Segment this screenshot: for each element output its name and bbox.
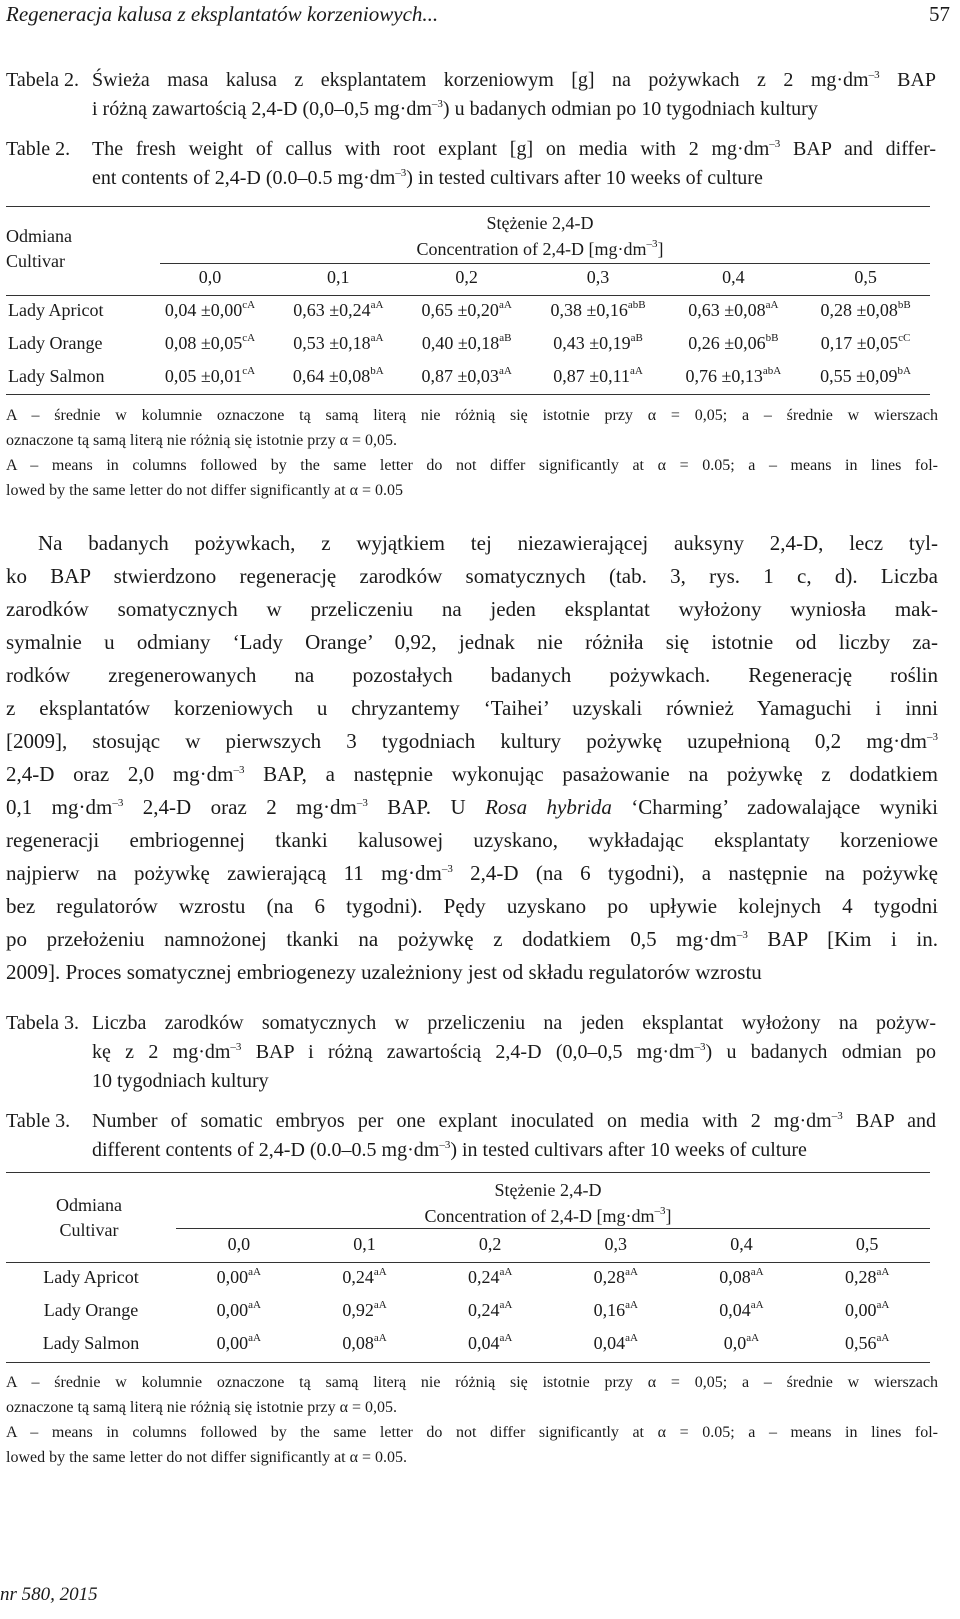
- cultivar-name: Lady Orange: [43, 1300, 139, 1320]
- table-cell: $0,87 \pm 0,03^{aA}$: [421, 365, 512, 386]
- conc-col: 0,3: [586, 267, 610, 287]
- conc-col: 0,5: [855, 1234, 879, 1254]
- table2-cultivar-head: Odmiana Cultivar: [6, 226, 72, 271]
- table3-label-pl: Tabela 3.: [6, 1012, 80, 1034]
- conc-col: 0,0: [198, 267, 222, 287]
- table-cell: $0,53 \pm 0,18^{aA}$: [293, 332, 384, 353]
- table-cell: $0,04^{aA}$: [467, 1332, 513, 1353]
- conc-col: 0,4: [730, 1234, 753, 1254]
- table2-caption-pl: Tabela 2. Świeża masa kalusa z eksplantatem korzeniowym [g] na pożywkach z 2 $mg\cdot dm^{-3}$ BAP i różną zawartością 2,4-D (0,0–0,5 $mg\cdot dm^{-3}$) u badanych odmian po 10 tygodniach kultury: [6, 66, 936, 124]
- table-cell: $0,64 \pm 0,08^{bA}$: [292, 365, 384, 386]
- body-paragraph: Na badanych pożywkach, z wyjątkiem tej niezawierającej auksyny 2,4-D, lecz tyl- ko BAP stwierdzono regenerację zarodków somatycznych (tab. 3, rys. 1 c, d). Liczba zarodków somatycznych w przeliczeniu na jeden eksplantat wyłożony wyniosła mak- symalnie u odmiany ‘Lady Orange’ 0,92, jednak nie różniła się istotnie od liczby za- rodków zregenerowanych na pozostałych badanych pożywkach. Regenerację roślin z eksplantatów korzeniowych u chryzantemy ‘Taihei’ uzyskali również Yamaguchi i inni [2009], stosując w pierwszych 3 tygodniach kultury pożywkę uzupełnioną 0,2 $mg\cdot dm^{-3}$ 2,4-D oraz 2,0 $mg\cdot dm^{-3}$ BAP, a następnie wykonując pasażowanie na pożywkę z dodatkiem 0,1 $mg\cdot dm^{-3}$ 2,4-D oraz 2 $mg\cdot dm^{-3}$ BAP. U Rosa hybrida ‘Charming’ zadowalające wyniki regeneracji embriogennej tkanki kalusowej uzyskano, wykładając eksplantaty korzeniowe najpierw na pożywkę zawierającą 11 $mg\cdot dm^{-3}$ 2,4-D (na 6 tygodni), a następnie na pożywkę bez regulatorów wzrostu (na 6 tygodni). Pędy uzyskano po upływie kolejnych 4 tygodni po przełożeniu namnożonej tkanki na pożywkę z dodatkiem 0,5 $mg\cdot dm^{-3}$ BAP [Kim i in. 2009]. Proces somatycznej embriogenezy uzależniony jest od składu regulatorów wzrostu: [6, 531, 938, 984]
- conc-col: 0,1: [327, 267, 350, 287]
- table-cell: $0,24^{aA}$: [342, 1266, 387, 1287]
- issue-footer: nr 580, 2015: [0, 1584, 98, 1605]
- table-cell: $0,04 \pm 0,00^{cA}$: [164, 299, 256, 320]
- table3-cultivar-head: Odmiana Cultivar: [56, 1195, 122, 1240]
- table3-caption-pl: Tabela 3. Liczba zarodków somatycznych w przeliczeniu na jeden eksplantat wyłożony na pożyw- kę z 2 $mg\cdot dm^{-3}$ BAP i różną zawartością 2,4-D (0,0–0,5 $mg\cdot dm^{-3}$) u badanych odmian po 10 tygodniach kultury: [6, 1009, 936, 1096]
- cultivar-name: Lady Orange: [8, 333, 103, 353]
- conc-col: 0,3: [604, 1234, 628, 1254]
- table-cell: $0,17 \pm 0,05^{cC}$: [820, 332, 911, 353]
- table-cell: $0,00^{aA}$: [216, 1266, 261, 1287]
- table-cell: $0,24^{aA}$: [467, 1266, 513, 1287]
- table-cell: $0,00^{aA}$: [216, 1299, 261, 1320]
- table3-mid-rule: [6, 1262, 930, 1263]
- table-cell: $0,08^{aA}$: [719, 1266, 764, 1287]
- table-cell: $0,43 \pm 0,19^{aB}$: [553, 332, 643, 353]
- table3-top-rule: [6, 1172, 930, 1173]
- table-cell: $0,00^{aA}$: [844, 1299, 890, 1320]
- table-cell: $0,04^{aA}$: [593, 1332, 638, 1353]
- table2-mid-rule: [6, 295, 930, 296]
- table2-concentration-head: Stężenie 2,4-D Concentration of 2,4-D $[mg\cdot dm^{-3}]$: [416, 213, 664, 259]
- table-cell: $0,08 \pm 0,05^{cA}$: [164, 332, 256, 353]
- table-row: [6, 360, 930, 393]
- table-cell: $0,00^{aA}$: [216, 1332, 261, 1353]
- conc-col: 0,5: [854, 267, 877, 287]
- table3-header-row: [6, 1228, 930, 1261]
- table2: [6, 261, 930, 393]
- table-cell: $0,87 \pm 0,11^{aA}$: [553, 365, 643, 386]
- conc-col: 0,0: [227, 1234, 251, 1254]
- table2-caption-en: Table 2. The fresh weight of callus with root explant [g] on media with 2 $mg\cdot dm^{-3}$ BAP and differ- ent contents of 2,4-D (0.0–0.5 $mg\cdot dm^{-3}$) in tested cultivars after 10 weeks of culture: [6, 135, 936, 193]
- table-row: [6, 1327, 930, 1360]
- table3-label-en: Table 3.: [6, 1110, 71, 1132]
- table-cell: $0,05 \pm 0,01^{cA}$: [164, 365, 256, 386]
- running-title: Regeneracja kalusa z eksplantatów korzeniowych...: [6, 2, 439, 26]
- table-cell: $0,28^{aA}$: [844, 1266, 890, 1287]
- table-cell: $0,24^{aA}$: [467, 1299, 513, 1320]
- table2-notes: A – średnie w kolumnie oznaczone tą samą literą nie różnią się istotnie przy α = 0,05; a – średnie w wierszach oznaczone tą samą literą nie różnią się istotnie przy α = 0,05. A – means in columns followed by the same letter do not differ significantly at α = 0.05; a – means in lines fol- lowed by the same letter do not differ significantly at α = 0.05: [6, 407, 938, 499]
- table-cell: $0,28^{aA}$: [593, 1266, 638, 1287]
- cultivar-name: Lady Apricot: [43, 1267, 139, 1287]
- conc-col: 0,1: [353, 1234, 376, 1254]
- table-cell: $0,40 \pm 0,18^{aB}$: [421, 332, 512, 353]
- table-cell: $0,55 \pm 0,09^{bA}$: [820, 365, 911, 386]
- table3-notes: A – średnie w kolumnie oznaczone tą samą literą nie różnią się istotnie przy α = 0,05; a – średnie w wierszach oznaczone tą samą literą nie różnią się istotnie przy α = 0,05. A – means in columns followed by the same letter do not differ significantly at α = 0.05; a – means in lines fol- lowed by the same letter do not differ significantly at α = 0.05.: [6, 1374, 938, 1466]
- table-row: [6, 1294, 930, 1327]
- table-cell: $0,38 \pm 0,16^{abB}$: [550, 299, 646, 320]
- table-cell: $0,04^{aA}$: [719, 1299, 764, 1320]
- table3-bottom-rule: [6, 1362, 930, 1363]
- table-cell: $0,56^{aA}$: [844, 1332, 890, 1353]
- cultivar-name: Lady Salmon: [42, 1333, 140, 1353]
- table3-concentration-head: Stężenie 2,4-D Concentration of 2,4-D $[mg\cdot dm^{-3}]$: [424, 1180, 672, 1226]
- table-cell: $0,16^{aA}$: [593, 1299, 638, 1320]
- table2-top-rule: [6, 206, 930, 207]
- conc-col: 0,2: [455, 267, 478, 287]
- table2-bottom-rule: [6, 394, 930, 395]
- table2-header-row: [6, 261, 930, 294]
- table2-label-en: Table 2.: [6, 138, 71, 160]
- table-cell: $0,63 \pm 0,24^{aA}$: [293, 299, 384, 320]
- table-row: [6, 1261, 930, 1294]
- cultivar-name: Lady Salmon: [8, 366, 105, 386]
- table-cell: $0,08^{aA}$: [342, 1332, 387, 1353]
- table-row: [6, 294, 930, 327]
- table-cell: $0,0^{aA}$: [723, 1332, 760, 1353]
- table3-caption-en: Table 3. Number of somatic embryos per one explant inoculated on media with 2 $mg\cdot dm^{-3}$ BAP and different contents of 2,4-D (0.0–0.5 $mg\cdot dm^{-3}$) in tested cultivars after 10 weeks of culture: [6, 1107, 936, 1165]
- table-cell: $0,28 \pm 0,08^{bB}$: [820, 299, 911, 320]
- page-number: 57: [929, 2, 950, 26]
- table-cell: $0,26 \pm 0,06^{bB}$: [688, 332, 779, 353]
- conc-col: 0,4: [722, 267, 745, 287]
- cultivar-name: Lady Apricot: [8, 300, 104, 320]
- table-cell: $0,92^{aA}$: [342, 1299, 387, 1320]
- table3: [6, 1228, 930, 1360]
- table-cell: $0,65 \pm 0,20^{aA}$: [421, 299, 512, 320]
- table-cell: $0,63 \pm 0,08^{aA}$: [688, 299, 779, 320]
- conc-col: 0,2: [478, 1234, 502, 1254]
- table2-label-pl: Tabela 2.: [6, 69, 80, 91]
- table-cell: $0,76 \pm 0,13^{abA}$: [685, 365, 782, 386]
- table-row: [6, 327, 930, 360]
